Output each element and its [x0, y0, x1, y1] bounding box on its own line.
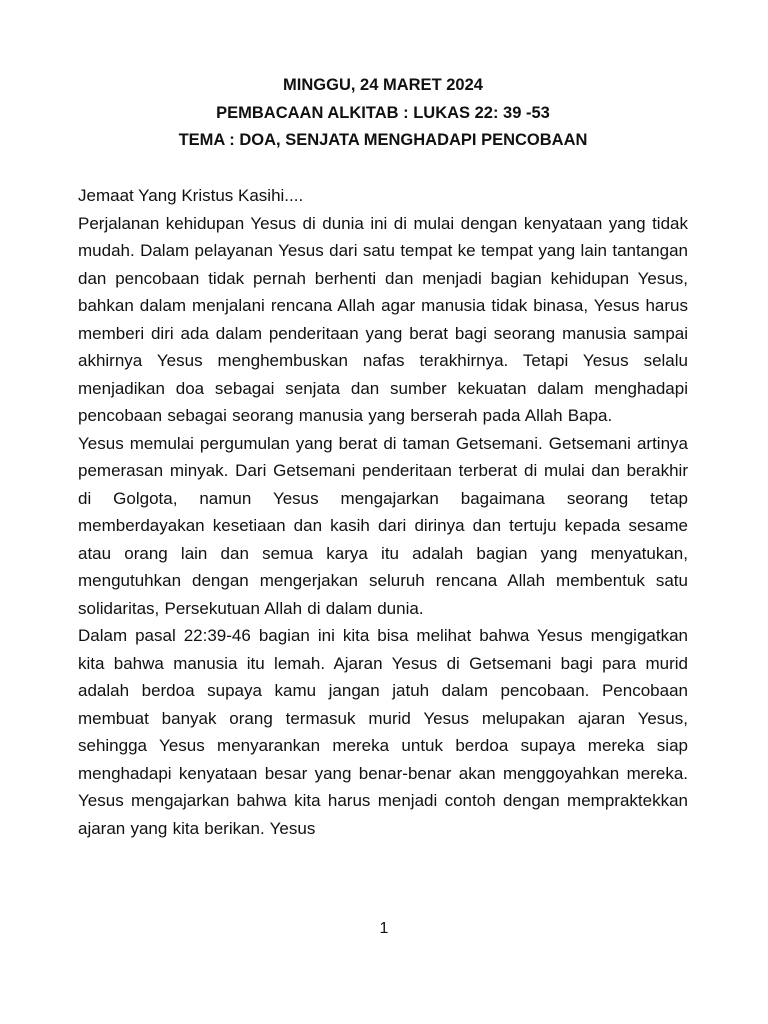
greeting: Jemaat Yang Kristus Kasihi....	[78, 186, 304, 205]
page-number: 1	[379, 920, 389, 937]
paragraph-3: Dalam pasal 22:39-46 bagian ini kita bisa melihat bahwa Yesus mengigatkan kita bahwa manusia itu lemah. Ajaran Yesus di Getsemani bagi para murid adalah berdoa supaya kamu jangan jatuh dalam pencobaan. Pencobaan membuat banyak orang termasuk murid Yesus melupakan ajaran Yesus, sehingga Yesus menyarankan mereka untuk berdoa supaya mereka siap menghadapi kenyataan besar yang benar-benar akan menggoyahkan mereka. Yesus mengajarkan bahwa kita harus menjadi contoh dengan mempraktekkan ajaran yang kita berikan. Yesus	[78, 626, 688, 838]
service-date: MINGGU, 24 MARET 2024	[283, 76, 483, 94]
bible-reading: PEMBACAAN ALKITAB : LUKAS 22: 39 -53	[216, 103, 550, 122]
paragraph-1: Perjalanan kehidupan Yesus di dunia ini di mulai dengan kenyataan yang tidak mudah. Dalam pelayanan Yesus dari satu tempat ke tempat yang lain tantangan dan pencobaan tidak pernah berhenti dan menjadi bagian kehidupan Yesus, bahkan dalam menjalani rencana Allah agar manusia tidak binasa, Yesus harus memberi diri ada dalam penderitaan yang berat bagi seorang manusia sampai akhirnya Yesus menghembuskan nafas terakhirnya. Tetapi Yesus selalu menjadikan doa sebagai senjata dan sumber kekuatan dalam menghadapi pencobaan sebagai seorang manusia yang berserah pada Allah Bapa.	[78, 213, 688, 425]
sermon-body	[78, 182, 688, 842]
paragraph-2: Yesus memulai pergumulan yang berat di taman Getsemani. Getsemani artinya pemerasan minyak. Dari Getsemani penderitaan terberat di mulai dan berakhir di Golgota, namun Yesus mengajarkan bagaimana seorang tetap memberdayakan kesetiaan dan kasih dari dirinya dan tertuju kepada sesame atau orang lain dan semua karya itu adalah bagian yang menyatukan, mengutuhkan dengan mengerjakan seluruh rencana Allah membentuk satu solidaritas, Persekutuan Allah di dalam dunia.	[78, 433, 688, 618]
document-header	[78, 72, 688, 155]
sermon-theme: TEMA : DOA, SENJATA MENGHADAPI PENCOBAAN	[178, 131, 588, 149]
